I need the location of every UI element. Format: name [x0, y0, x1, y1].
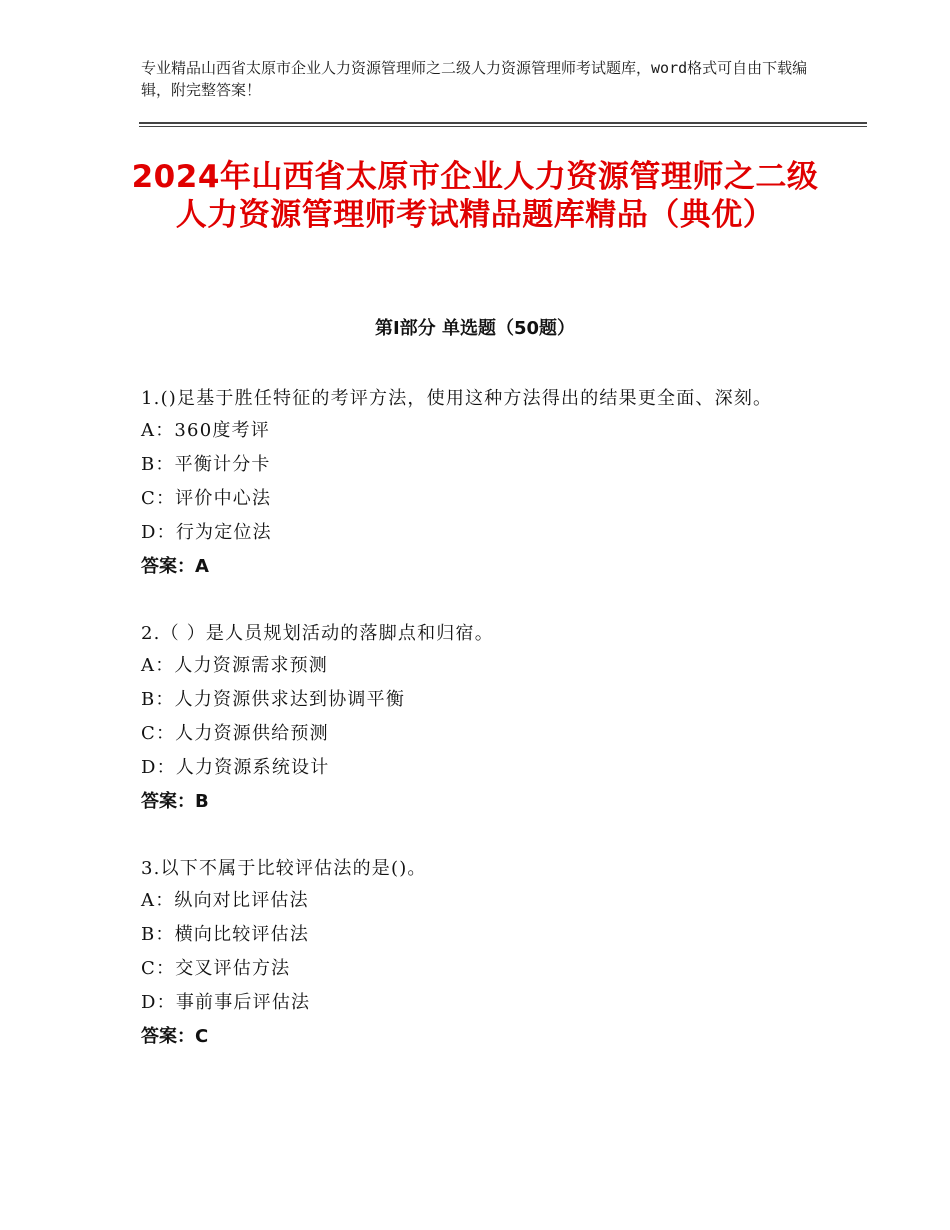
header-divider-thin — [139, 126, 867, 127]
question-answer: 答案：B — [141, 791, 209, 812]
question-option: C：人力资源供给预测 — [141, 723, 329, 744]
question-option: C：交叉评估方法 — [141, 958, 291, 979]
question-stem: 2.（ ）是人员规划活动的落脚点和归宿。 — [141, 623, 494, 644]
question-option: A：360度考评 — [141, 420, 270, 441]
question-item — [141, 383, 821, 584]
section-heading: 第Ⅰ部分 单选题（50题） — [374, 318, 575, 339]
header-note: 专业精品山西省太原市企业人力资源管理师之二级人力资源管理师考试题库，word格式可自由下载编辑，附完整答案！ — [141, 59, 808, 99]
question-option: B：横向比较评估法 — [141, 924, 310, 945]
question-option: B：平衡计分卡 — [141, 454, 271, 475]
question-list — [141, 383, 821, 1088]
question-option: D：事前事后评估法 — [141, 992, 311, 1013]
question-option: A：人力资源需求预测 — [141, 655, 328, 676]
question-item — [141, 853, 821, 1054]
question-option: D：人力资源系统设计 — [141, 757, 330, 778]
question-stem: 1.()足基于胜任特征的考评方法，使用这种方法得出的结果更全面、深刻。 — [141, 388, 773, 409]
question-stem: 3.以下不属于比较评估法的是()。 — [141, 858, 427, 879]
question-item — [141, 618, 821, 819]
question-option: D：行为定位法 — [141, 522, 272, 543]
question-answer: 答案：C — [141, 1026, 209, 1047]
document-title: 2024年山西省太原市企业人力资源管理师之二级人力资源管理师考试精品题库精品（典优） — [131, 159, 819, 233]
question-option: B：人力资源供求达到协调平衡 — [141, 689, 406, 710]
question-answer: 答案：A — [141, 556, 209, 577]
question-option: C：评价中心法 — [141, 488, 272, 509]
header-divider — [139, 122, 867, 124]
question-option: A：纵向对比评估法 — [141, 890, 309, 911]
